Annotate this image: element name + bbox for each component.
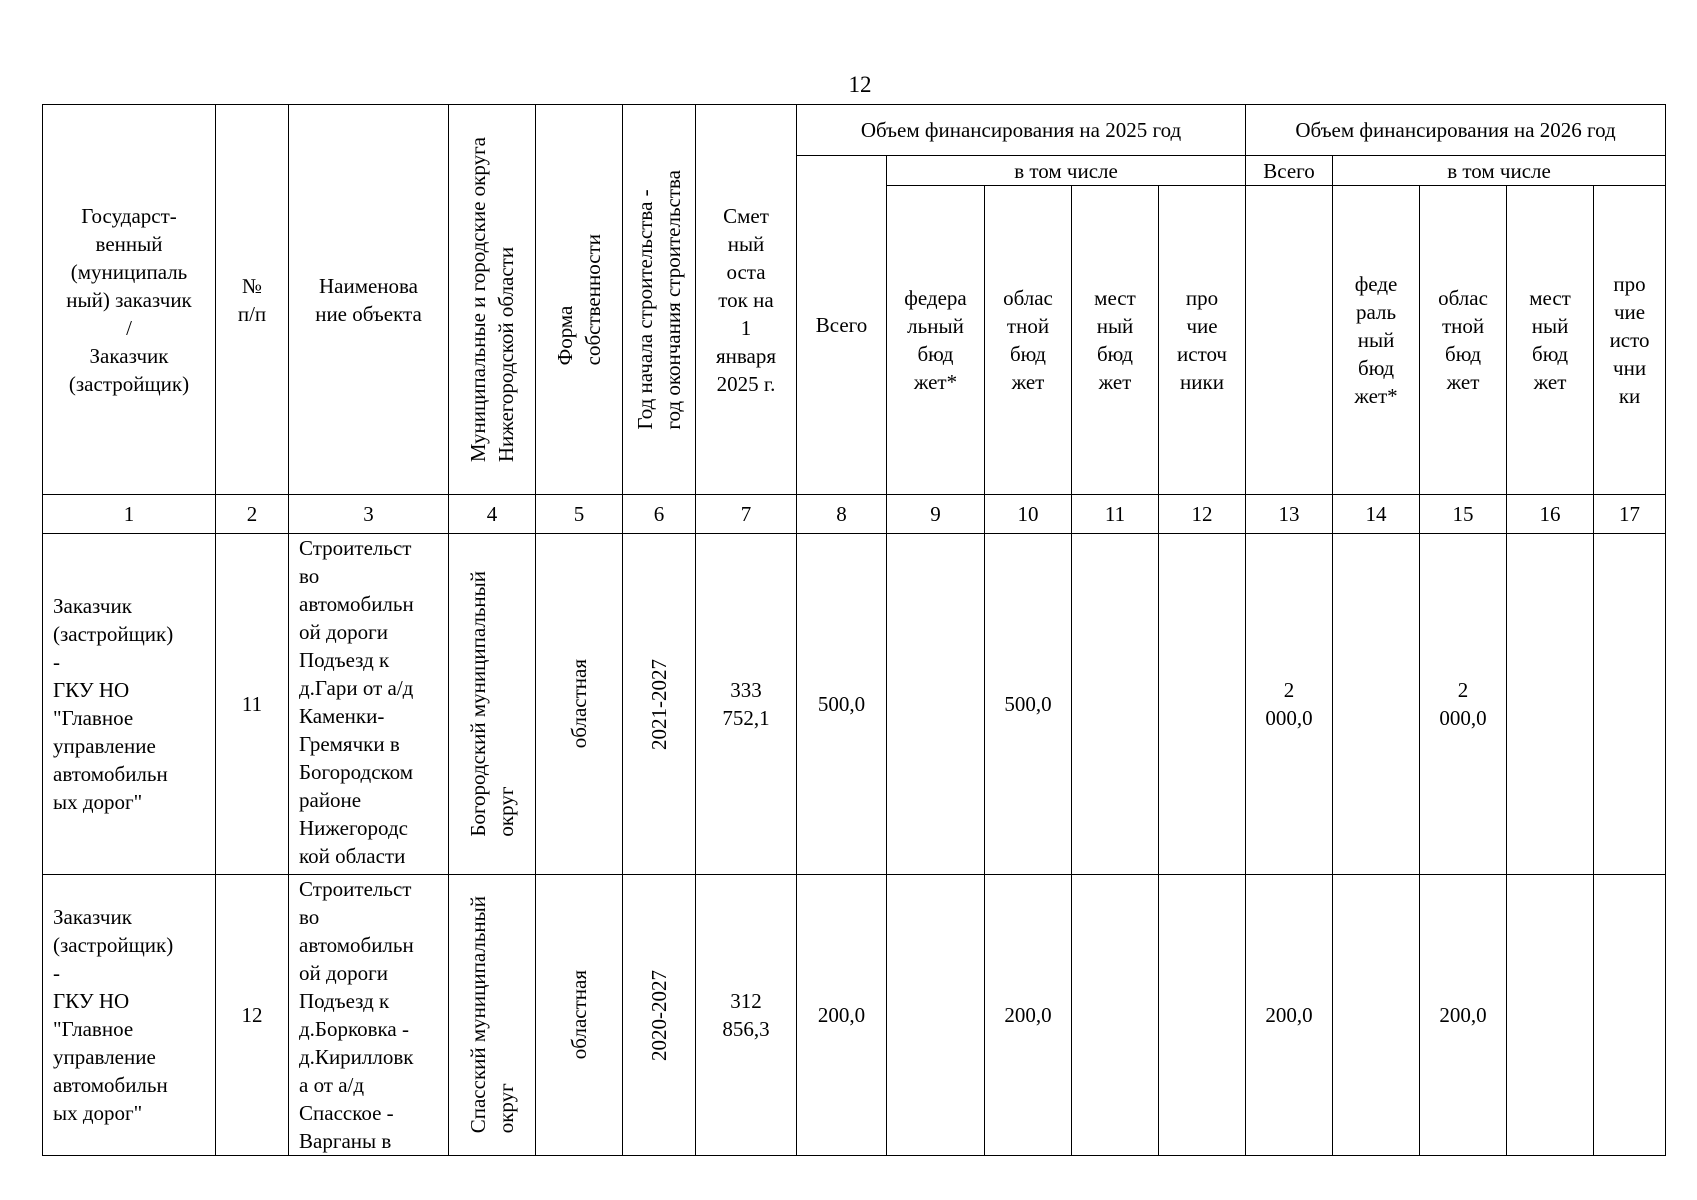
district-text: Спасский муниципальный округ bbox=[466, 896, 518, 1134]
other-2025-cell bbox=[1159, 875, 1246, 1156]
column-number: 6 bbox=[623, 495, 696, 534]
header-district: Муниципальные и городские округа Нижегородской области bbox=[466, 136, 518, 463]
table-row bbox=[43, 875, 1666, 1156]
total-2025-cell: 200,0 bbox=[797, 875, 887, 1156]
header-including-2025: в том числе bbox=[887, 156, 1246, 186]
customer-cell: Заказчик (застройщик) - ГКУ НО "Главное управление автомобильн ых дорог" bbox=[43, 875, 216, 1156]
header-years-cell bbox=[623, 105, 696, 495]
header-remaining: Смет ный оста ток на 1 января 2025 г. bbox=[696, 105, 797, 495]
header-row-1 bbox=[43, 105, 1666, 156]
header-other-2025: про чие источ ники bbox=[1159, 186, 1246, 495]
federal-2026-cell bbox=[1333, 534, 1420, 875]
header-federal-2025: федера льный бюд жет* bbox=[887, 186, 985, 495]
column-number: 4 bbox=[449, 495, 536, 534]
header-customer: Государст- венный (муниципаль ный) заказчик / Заказчик (застройщик) bbox=[43, 105, 216, 495]
ownership-cell bbox=[536, 534, 623, 875]
regional-2026-cell: 200,0 bbox=[1420, 875, 1507, 1156]
financing-table bbox=[42, 104, 1666, 1156]
header-number: № п/п bbox=[216, 105, 289, 495]
header-total-2026: Всего bbox=[1246, 156, 1333, 186]
header-other-2026: про чие исто чни ки bbox=[1594, 186, 1666, 495]
header-regional-2026: облас тной бюд жет bbox=[1420, 186, 1507, 495]
row-number-cell: 11 bbox=[216, 534, 289, 875]
header-local-2025: мест ный бюд жет bbox=[1072, 186, 1159, 495]
regional-2026-cell: 2 000,0 bbox=[1420, 534, 1507, 875]
local-2026-cell bbox=[1507, 875, 1594, 1156]
local-2025-cell bbox=[1072, 534, 1159, 875]
column-number-row bbox=[43, 495, 1666, 534]
header-ownership-cell bbox=[536, 105, 623, 495]
table-row bbox=[43, 534, 1666, 875]
column-number: 2 bbox=[216, 495, 289, 534]
header-total-2026-empty bbox=[1246, 186, 1333, 495]
district-text: Богородский муниципальный округ bbox=[466, 571, 518, 837]
regional-2025-cell: 200,0 bbox=[985, 875, 1072, 1156]
other-2026-cell bbox=[1594, 534, 1666, 875]
header-district-cell bbox=[449, 105, 536, 495]
object-name-cell: Строительст во автомобильн ой дороги Подъезд к д.Гари от а/д Каменки- Гремячки в Богородском районе Нижегородс кой области bbox=[289, 534, 449, 875]
header-group-2025: Объем финансирования на 2025 год bbox=[797, 105, 1246, 156]
page-number: 12 bbox=[848, 72, 872, 97]
column-number: 1 bbox=[43, 495, 216, 534]
column-number: 16 bbox=[1507, 495, 1594, 534]
header-including-2026: в том числе bbox=[1333, 156, 1666, 186]
federal-2026-cell bbox=[1333, 875, 1420, 1156]
header-local-2026: мест ный бюд жет bbox=[1507, 186, 1594, 495]
row-number-cell: 12 bbox=[216, 875, 289, 1156]
column-number: 10 bbox=[985, 495, 1072, 534]
years-text: 2020-2027 bbox=[647, 969, 671, 1061]
column-number: 9 bbox=[887, 495, 985, 534]
district-cell bbox=[449, 534, 536, 875]
district-cell bbox=[449, 875, 536, 1156]
other-2026-cell bbox=[1594, 875, 1666, 1156]
column-number: 14 bbox=[1333, 495, 1420, 534]
header-years: Год начала строительства - год окончания строительства bbox=[633, 169, 685, 430]
column-number: 11 bbox=[1072, 495, 1159, 534]
total-2025-cell: 500,0 bbox=[797, 534, 887, 875]
local-2025-cell bbox=[1072, 875, 1159, 1156]
column-number: 12 bbox=[1159, 495, 1246, 534]
column-number: 17 bbox=[1594, 495, 1666, 534]
local-2026-cell bbox=[1507, 534, 1594, 875]
header-federal-2026: феде раль ный бюд жет* bbox=[1333, 186, 1420, 495]
ownership-text: областная bbox=[567, 659, 591, 749]
remaining-cell: 333 752,1 bbox=[696, 534, 797, 875]
column-number: 15 bbox=[1420, 495, 1507, 534]
ownership-text: областная bbox=[567, 970, 591, 1060]
years-text: 2021-2027 bbox=[647, 658, 671, 750]
header-object-name: Наименова ние объекта bbox=[289, 105, 449, 495]
column-number: 7 bbox=[696, 495, 797, 534]
ownership-cell bbox=[536, 875, 623, 1156]
remaining-cell: 312 856,3 bbox=[696, 875, 797, 1156]
customer-cell: Заказчик (застройщик) - ГКУ НО "Главное управление автомобильн ых дорог" bbox=[43, 534, 216, 875]
column-number: 8 bbox=[797, 495, 887, 534]
column-number: 3 bbox=[289, 495, 449, 534]
other-2025-cell bbox=[1159, 534, 1246, 875]
header-regional-2025: облас тной бюд жет bbox=[985, 186, 1072, 495]
header-ownership: Форма собственности bbox=[553, 233, 605, 366]
total-2026-cell: 200,0 bbox=[1246, 875, 1333, 1156]
column-number: 5 bbox=[536, 495, 623, 534]
header-group-2026: Объем финансирования на 2026 год bbox=[1246, 105, 1666, 156]
years-cell bbox=[623, 534, 696, 875]
object-name-cell: Строительст во автомобильн ой дороги Подъезд к д.Борковка - д.Кирилловк а от а/д Спасское - Варганы в bbox=[289, 875, 449, 1156]
column-number: 13 bbox=[1246, 495, 1333, 534]
federal-2025-cell bbox=[887, 875, 985, 1156]
header-total-2025: Всего bbox=[797, 156, 887, 495]
federal-2025-cell bbox=[887, 534, 985, 875]
total-2026-cell: 2 000,0 bbox=[1246, 534, 1333, 875]
regional-2025-cell: 500,0 bbox=[985, 534, 1072, 875]
years-cell bbox=[623, 875, 696, 1156]
